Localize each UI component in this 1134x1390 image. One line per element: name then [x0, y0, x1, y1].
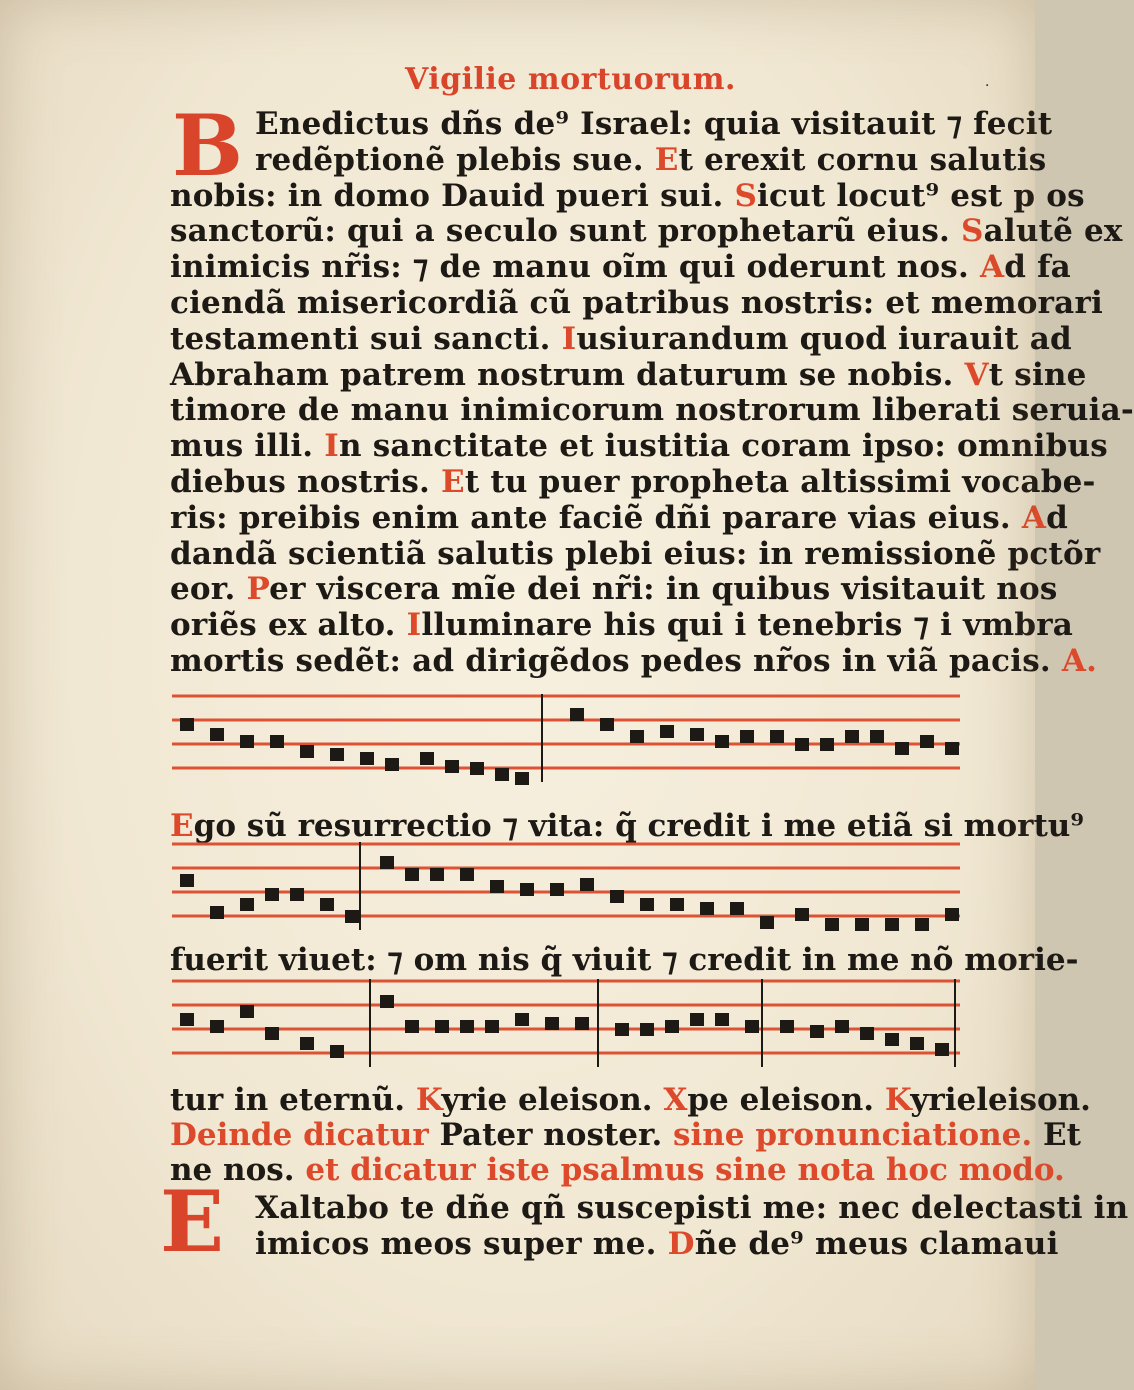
staff-3-svg [170, 975, 962, 1075]
line-text: lluminare his qui i tenebris ⁊ i vmbra [421, 607, 1074, 644]
neume-note [520, 883, 534, 896]
neume-note [300, 1037, 314, 1050]
line-text: oriẽs ex alto. [170, 607, 407, 644]
rubric-text: S [960, 213, 984, 250]
neume-note [270, 735, 284, 748]
neume-note [210, 1020, 224, 1033]
rubric-text: E [170, 808, 194, 844]
text-line [255, 1226, 1059, 1262]
rubric-text: A [1021, 499, 1047, 536]
neume-note [665, 1020, 679, 1033]
margin-mark: · [985, 78, 990, 94]
text-line [170, 356, 1087, 393]
neume-note [730, 902, 744, 915]
line-text: pe eleison. [687, 1082, 885, 1118]
neume-note [345, 910, 359, 923]
text-line [170, 571, 1058, 608]
line-text: testamenti sui sancti. [170, 320, 562, 357]
neume-note [835, 1020, 849, 1033]
line-text: t erexit cornu salutis [678, 141, 1047, 178]
neume-note [360, 752, 374, 765]
neume-note [630, 730, 644, 743]
text-line [170, 392, 1134, 429]
neume-note [380, 995, 394, 1008]
initial-e: E [160, 1172, 225, 1271]
line-text: go sũ resurrectio ⁊ vita: q̃ credit i me etiã si mortu⁹ [193, 808, 1084, 844]
neume-note [210, 906, 224, 919]
neume-note [855, 918, 869, 931]
line-text: inimicis nr̃is: ⁊ de manu oĩm qui oderunt nos. [170, 249, 980, 286]
text-line [255, 1190, 1129, 1226]
neume-note [845, 730, 859, 743]
rubric-text: A [979, 249, 1005, 286]
line-text: Pater noster. [439, 1117, 674, 1153]
line-text: mus illi. [170, 428, 325, 465]
neume-note [575, 1017, 589, 1030]
neume-note [795, 738, 809, 751]
neume-note [945, 742, 959, 755]
neume-note [915, 918, 929, 931]
rubric-text: E [654, 141, 679, 178]
line-text: Xaltabo te dñe qñ suscepisti me: nec delectasti in [255, 1190, 1129, 1226]
neume-note [405, 1020, 419, 1033]
neume-note [885, 1033, 899, 1046]
neume-note [715, 1013, 729, 1026]
line-text: ne nos. [170, 1152, 306, 1188]
neume-note [180, 718, 194, 731]
line-text: sanctorũ: qui a seculo sunt prophetarũ eius. [170, 213, 961, 250]
staff-2-svg [170, 838, 962, 938]
rubric-text: et dicatur iste psalmus sine nota hoc modo. [305, 1152, 1065, 1188]
text-line [170, 285, 1103, 321]
text-line [170, 177, 1085, 214]
line-text: n sanctitate et iustitia coram ipso: omnibus [338, 428, 1108, 465]
text-line [255, 141, 1047, 178]
neume-note [760, 916, 774, 929]
line-text: imicos meos super me. [255, 1226, 668, 1262]
neume-note [445, 760, 459, 773]
neume-note [810, 1025, 824, 1038]
neume-note [745, 1020, 759, 1033]
neume-note [515, 772, 529, 785]
neume-note [405, 868, 419, 881]
rubric-text: S [734, 177, 758, 214]
neume-note [490, 880, 504, 893]
line-text: ñe de⁹ meus clamaui [694, 1226, 1059, 1262]
neume-note [570, 708, 584, 721]
neume-note [495, 768, 509, 781]
line-text: Enedictus dñs de⁹ Israel: quia visitauit ⁊ fecit [255, 106, 1053, 142]
neume-note [320, 898, 334, 911]
neume-note [615, 1023, 629, 1036]
line-text: yrie eleison. [441, 1082, 664, 1118]
rubric-text: I [406, 607, 422, 644]
staff-1-svg [170, 690, 962, 790]
rubric-line-2 [170, 1152, 1065, 1188]
line-text: Et [1042, 1117, 1081, 1153]
rubric-text: Deinde dicatur [170, 1117, 440, 1153]
rubric-text: X [663, 1082, 688, 1118]
neume-note [795, 908, 809, 921]
rubric-text: V [964, 356, 989, 393]
line-text: usiurandum quod iurauit ad [576, 320, 1072, 357]
line-text: nobis: in domo Dauid pueri sui. [170, 177, 735, 214]
neume-note [935, 1043, 949, 1056]
neume-note [740, 730, 754, 743]
rubric-line [170, 1117, 1081, 1153]
neume-note [895, 742, 909, 755]
neume-note [860, 1027, 874, 1040]
text-line [255, 106, 1053, 142]
text-line [170, 535, 1101, 572]
neume-note [180, 874, 194, 887]
neume-note [265, 1027, 279, 1040]
line-text: er viscera mĩe dei nr̃i: in quibus visitauit nos [269, 571, 1058, 608]
neume-note [240, 735, 254, 748]
neume-note [460, 868, 474, 881]
rubric-text: E [440, 464, 465, 500]
neume-note [460, 1020, 474, 1033]
rubric-text: I [324, 428, 339, 465]
neume-note [420, 752, 434, 765]
neume-note [885, 918, 899, 931]
text-line [170, 464, 1096, 500]
neume-note [690, 1013, 704, 1026]
neume-note [210, 728, 224, 741]
line-text: icut locut⁹ est p os [757, 177, 1085, 214]
neume-note [690, 728, 704, 741]
neume-note [515, 1013, 529, 1026]
neume-note [330, 1045, 344, 1058]
text-line [170, 428, 1108, 465]
line-text: alutẽ ex [983, 213, 1123, 250]
neume-note [485, 1020, 499, 1033]
line-text: tur in eternũ. [170, 1082, 416, 1118]
neume-note [820, 738, 834, 751]
neume-note [870, 730, 884, 743]
neume-note [380, 856, 394, 869]
neume-note [640, 898, 654, 911]
neume-note [545, 1017, 559, 1030]
text-line [170, 643, 1098, 679]
neume-note [945, 908, 959, 921]
neume-note [825, 918, 839, 931]
text-line [170, 249, 1071, 286]
line-text: mortis sedẽt: ad dirigẽdos pedes nr̃os in viã pacis. [170, 643, 1062, 679]
line-text: Abraham patrem nostrum daturum se nobis. [170, 356, 965, 393]
rubric-text: D [667, 1226, 695, 1262]
line-text: t tu puer propheta altissimi vocabe- [464, 464, 1096, 500]
line-text: diebus nostris. [170, 464, 441, 500]
line-text: eor. [170, 571, 247, 608]
line-text: dandã scientiã salutis plebi eius: in remissionẽ pctõr [170, 535, 1101, 572]
line-text: redẽptionẽ plebis sue. [255, 141, 655, 178]
rubric-text: A. [1061, 643, 1098, 679]
neume-note [300, 745, 314, 758]
line-text: d [1046, 499, 1069, 536]
neume-note [550, 883, 564, 896]
rubric-text: I [561, 320, 577, 357]
neume-note [920, 735, 934, 748]
text-line [170, 499, 1069, 536]
neume-note [430, 868, 444, 881]
line-text: fuerit viuet: ⁊ om nis q̃ viuit ⁊ credit in me nõ morie- [170, 942, 1079, 978]
neume-note [600, 718, 614, 731]
line-text: yrieleison. [910, 1082, 1091, 1118]
lyric-line-2 [170, 942, 1079, 978]
line-text: timore de manu inimicorum nostrorum liberati seruia- [170, 392, 1134, 429]
text-line [170, 213, 1123, 250]
initial-b: B [172, 96, 243, 195]
lyric-line-3 [170, 1082, 1091, 1118]
rubric-text: K [884, 1082, 911, 1118]
neume-note [240, 1005, 254, 1018]
neume-note [910, 1037, 924, 1050]
line-text: ciendã misericordiã cũ patribus nostris: et memorari [170, 285, 1103, 321]
neume-note [180, 1013, 194, 1026]
neume-note [770, 730, 784, 743]
line-text: ris: preibis enim ante faciẽ dñi parare vias eius. [170, 499, 1022, 536]
page-heading: Vigilie mortuorum. [405, 62, 736, 97]
neume-note [330, 748, 344, 761]
rubric-text: K [415, 1082, 442, 1118]
neume-note [265, 888, 279, 901]
text-line [170, 320, 1072, 357]
neume-note [470, 762, 484, 775]
neume-note [290, 888, 304, 901]
neume-note [435, 1020, 449, 1033]
neume-note [660, 725, 674, 738]
neume-note [640, 1023, 654, 1036]
neume-note [580, 878, 594, 891]
line-text: d fa [1004, 249, 1071, 286]
neume-note [780, 1020, 794, 1033]
neume-note [715, 735, 729, 748]
neume-note [385, 758, 399, 771]
text-line [170, 607, 1074, 644]
neume-note [240, 898, 254, 911]
line-text: t sine [988, 356, 1087, 393]
rubric-text: P [246, 571, 270, 608]
rubric-text: sine pronunciatione. [673, 1117, 1043, 1153]
neume-note [670, 898, 684, 911]
neume-note [610, 890, 624, 903]
neume-note [700, 902, 714, 915]
